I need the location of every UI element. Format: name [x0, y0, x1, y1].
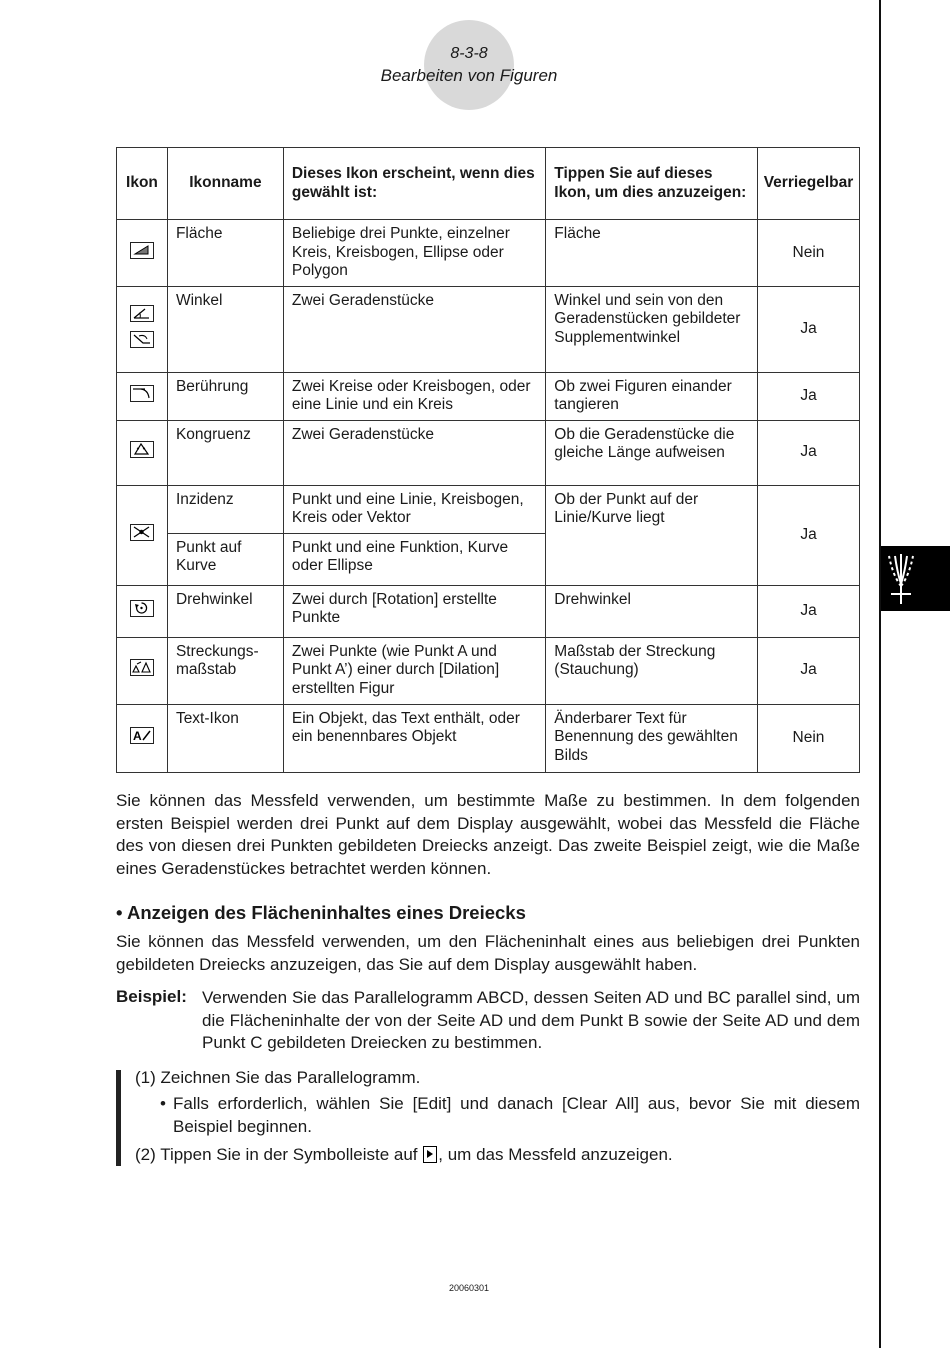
row-name: Fläche — [167, 220, 283, 287]
row-appears-when: Zwei durch [Rotation] erstellte Punkte — [283, 585, 545, 637]
row-lockable: Ja — [758, 372, 860, 420]
header-circle — [424, 20, 514, 110]
example-text: Verwenden Sie das Parallelogramm ABCD, dessen Seiten AD und BC parallel sind, um die Flächeninhalte der von der Seite AD und dem Punkt B sowie der Seite AD und dem Punkt C gebildeten Dreiecken zu bestimmen. — [202, 988, 860, 1052]
step-1: (1) Zeichnen Sie das Parallelogramm. — [135, 1068, 421, 1087]
header-tap-to-show: Tippen Sie auf dieses Ikon, um dies anzuzeigen: — [546, 148, 758, 220]
row-name: Berührung — [167, 372, 283, 420]
table-row — [117, 220, 860, 287]
row-lockable: Ja — [758, 286, 860, 372]
header-icon: Ikon — [117, 148, 168, 220]
page-number: 8-3-8 — [450, 45, 488, 62]
table-row — [117, 704, 860, 772]
table-row — [117, 585, 860, 637]
row-name: Winkel — [167, 286, 283, 372]
row-name: Text-Ikon — [167, 704, 283, 772]
row-shows: Winkel und sein von den Geradenstücken gebildeter Supplementwinkel — [546, 286, 758, 372]
tangent-icon — [130, 385, 154, 402]
right-triangle-arrow-icon — [423, 1146, 437, 1163]
table-row — [117, 485, 860, 533]
row-appears-when: Ein Objekt, das Text enthält, oder ein benennbares Objekt — [283, 704, 545, 772]
table-row — [117, 420, 860, 485]
congruence-icon — [130, 441, 154, 458]
row-name: Drehwinkel — [167, 585, 283, 637]
intro-paragraph: Sie können das Messfeld verwenden, um bestimmte Maße zu bestimmen. In dem folgenden ersten Beispiel werden drei Punkt auf dem Display ausgewählt, wobei das Messfeld die Fläche des von diesen drei Punkten gebildeten Dreiecks anzeigt. Das zweite Beispiel zeigt, wie die Maße eines Geradenstückes betrachtet werden können. — [116, 791, 860, 878]
heading-bullet: • — [116, 902, 123, 923]
row-name: Inzidenz — [167, 485, 283, 533]
icon-table — [116, 147, 860, 773]
rotation-angle-icon — [130, 600, 154, 617]
header-appears-when: Dieses Ikon erscheint, wenn dies gewählt ist: — [283, 148, 545, 220]
svg-text:A: A — [132, 728, 142, 742]
table-row — [117, 372, 860, 420]
section-heading — [116, 902, 526, 924]
row-shows: Ob zwei Figuren einander tangieren — [546, 372, 758, 420]
row-lockable: Ja — [758, 420, 860, 485]
row-lockable: Ja — [758, 637, 860, 704]
row-shows: Drehwinkel — [546, 585, 758, 637]
row-shows: Fläche — [546, 220, 758, 287]
row-appears-when: Zwei Geradenstücke — [283, 286, 545, 372]
procedure-bar — [116, 1070, 121, 1166]
area-icon — [130, 242, 154, 259]
step-2 — [135, 1144, 673, 1167]
row-name: Streckungs-maßstab — [167, 637, 283, 704]
footer-date: 20060301 — [448, 1283, 490, 1293]
row-lockable: Nein — [758, 704, 860, 772]
row-shows: Maßstab der Streckung (Stauchung) — [546, 637, 758, 704]
row-lockable: Nein — [758, 220, 860, 287]
header-lockable: Verriegelbar — [758, 148, 860, 220]
row-appears-when: Punkt und eine Linie, Kreisbogen, Kreis oder Vektor — [283, 485, 545, 533]
row-name: Kongruenz — [167, 420, 283, 485]
row-shows: Ob die Geradenstücke die gleiche Länge aufweisen — [546, 420, 758, 485]
row-lockable: Ja — [758, 485, 860, 585]
row-name: Punkt auf Kurve — [167, 533, 283, 585]
heading-text: Anzeigen des Flächeninhaltes eines Dreiecks — [126, 902, 526, 923]
step-2-text-after: , um das Messfeld anzuzeigen. — [438, 1145, 673, 1164]
table-header-row — [117, 148, 860, 220]
table-row — [117, 637, 860, 704]
table-row — [117, 286, 860, 372]
header-name: Ikonname — [167, 148, 283, 220]
supplementary-angle-icon — [130, 331, 154, 348]
row-appears-when: Beliebige drei Punkte, einzelner Kreis, Kreisbogen, Ellipse oder Polygon — [283, 220, 545, 287]
dilation-scale-icon — [130, 659, 154, 676]
row-lockable: Ja — [758, 585, 860, 637]
step-2-text-before: (2) Tippen Sie in der Symbolleiste auf — [135, 1145, 418, 1164]
row-appears-when: Zwei Punkte (wie Punkt A und Punkt A’) einer durch [Dilation] erstellten Figur — [283, 637, 545, 704]
example-label: Beispiel: — [116, 987, 187, 1006]
row-appears-when: Zwei Geradenstücke — [283, 420, 545, 485]
description-paragraph: Sie können das Messfeld verwenden, um den Flächeninhalt eines aus beliebigen drei Punkten gebildeten Dreiecks anzuzeigen, das Sie auf dem Display ausgewählt haben. — [116, 932, 860, 974]
page-title: Bearbeiten von Figuren — [380, 66, 558, 85]
margin-rule — [879, 0, 881, 1348]
step-1-note: Falls erforderlich, wählen Sie [Edit] und danach [Clear All] aus, bevor Sie mit diesem Beispiel beginnen. — [173, 1094, 860, 1136]
row-appears-when: Punkt und eine Funktion, Kurve oder Ellipse — [283, 533, 545, 585]
incidence-icon — [130, 524, 154, 541]
geometry-chapter-icon — [881, 546, 950, 611]
row-shows: Änderbarer Text für Benennung des gewählten Bilds — [546, 704, 758, 772]
row-appears-when: Zwei Kreise oder Kreisbogen, oder eine Linie und ein Kreis — [283, 372, 545, 420]
side-tab — [881, 546, 950, 611]
text-icon — [130, 727, 154, 744]
row-shows: Ob der Punkt auf der Linie/Kurve liegt — [546, 485, 758, 585]
step-1-bullet: • — [160, 1094, 166, 1113]
angle-icon — [130, 305, 154, 322]
